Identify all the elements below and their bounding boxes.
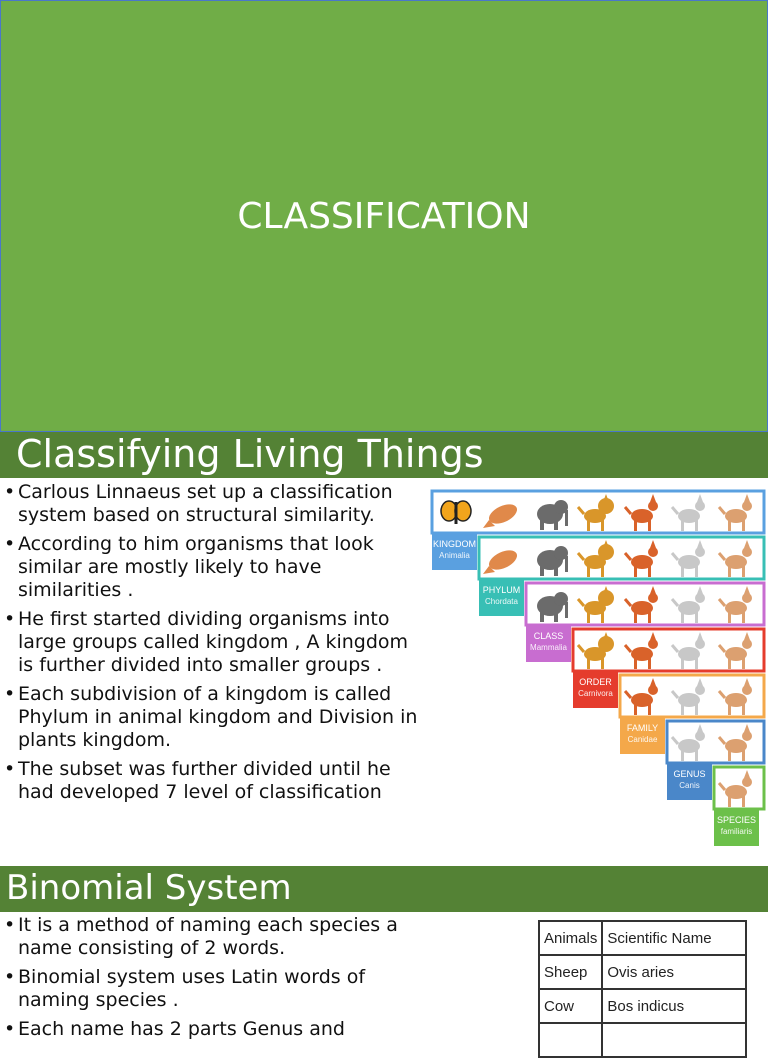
wolf-icon <box>672 540 705 577</box>
dog-icon <box>719 540 752 577</box>
fox-icon <box>625 632 658 669</box>
rank-name: FAMILY <box>626 723 659 733</box>
fish-icon <box>483 500 520 528</box>
taxon-name: Carnivora <box>578 689 613 698</box>
lion-icon <box>578 632 614 669</box>
dog-icon <box>719 632 752 669</box>
table-cell: Ovis aries <box>602 955 746 989</box>
dog-icon <box>719 724 752 761</box>
level-row-outline <box>479 537 764 579</box>
wolf-icon <box>672 678 705 715</box>
taxon-name: Mammalia <box>530 643 567 652</box>
level-label-genus <box>667 764 712 800</box>
level-label-class <box>526 626 571 662</box>
rank-name: GENUS <box>673 769 706 779</box>
rank-name: CLASS <box>533 631 564 641</box>
level-label-order <box>573 672 618 708</box>
dog-icon <box>719 678 752 715</box>
lion-icon <box>578 494 614 531</box>
table-row <box>539 989 746 1023</box>
taxonomy-staircase-diagram <box>430 490 766 860</box>
wolf-icon <box>672 632 705 669</box>
section-title: Classifying Living Things <box>16 432 484 476</box>
wolf-icon <box>672 586 705 623</box>
dog-icon <box>719 494 752 531</box>
fox-icon <box>625 540 658 577</box>
fish-icon <box>483 546 520 574</box>
bullet-item: • Binomial system uses Latin words of naming species . <box>0 966 440 1012</box>
bullet-item: • According to him organisms that look similar are mostly likely to have similarities . <box>0 533 420 602</box>
elephant-icon <box>537 592 568 622</box>
table-row <box>539 955 746 989</box>
bullet-item: • He first started dividing organisms into large groups called kingdom , A kingdom is further divided into smaller groups . <box>0 608 420 677</box>
level-label-kingdom <box>432 534 477 570</box>
title-slide <box>0 0 768 432</box>
elephant-icon <box>537 546 568 576</box>
section-header-classifying <box>0 432 768 478</box>
rank-name: ORDER <box>579 677 612 687</box>
table-cell: Bos indicus <box>602 989 746 1023</box>
lion-icon <box>578 540 614 577</box>
rank-name: KINGDOM <box>432 539 476 549</box>
elephant-icon <box>537 500 568 530</box>
classifying-bullet-list <box>0 481 420 866</box>
rank-name: PHYLUM <box>482 585 521 595</box>
butterfly-icon <box>441 501 471 524</box>
table-cell <box>539 1023 602 1057</box>
scientific-names-table <box>538 920 747 1058</box>
rank-name: SPECIES <box>716 815 756 825</box>
dog-icon <box>719 586 752 623</box>
bullet-item: • Each name has 2 parts Genus and <box>0 1018 440 1041</box>
binomial-bullet-list <box>0 914 440 1040</box>
dog-icon <box>719 770 752 807</box>
table-cell: Cow <box>539 989 602 1023</box>
bullet-item: • Each subdivision of a kingdom is called Phylum in animal kingdom and Division in plants kingdom. <box>0 683 420 752</box>
taxon-name: Animalia <box>439 551 470 560</box>
table-cell: Sheep <box>539 955 602 989</box>
bullet-item: • Carlous Linnaeus set up a classification system based on structural similarity. <box>0 481 420 527</box>
lion-icon <box>578 586 614 623</box>
table-header-cell: Scientific Name <box>602 921 746 955</box>
taxon-name: Canidae <box>627 735 658 744</box>
taxon-name: Canis <box>679 781 700 790</box>
section-title: Binomial System <box>6 868 292 908</box>
wolf-icon <box>672 724 705 761</box>
level-label-species <box>714 810 759 846</box>
level-label-family <box>620 718 665 754</box>
bullet-item: • It is a method of naming each species a name consisting of 2 words. <box>0 914 440 960</box>
fox-icon <box>625 494 658 531</box>
level-label-phylum <box>479 580 524 616</box>
table-header-cell: Animals <box>539 921 602 955</box>
section-header-binomial <box>0 866 768 912</box>
fox-icon <box>625 678 658 715</box>
wolf-icon <box>672 494 705 531</box>
fox-icon <box>625 586 658 623</box>
slide-title: CLASSIFICATION <box>237 196 531 237</box>
table-header-row <box>539 921 746 955</box>
table-row <box>539 1023 746 1057</box>
bullet-item: • The subset was further divided until he had developed 7 level of classification <box>0 758 420 804</box>
table-cell <box>602 1023 746 1057</box>
taxon-name: Chordata <box>485 597 518 606</box>
taxon-name: familiaris <box>720 827 753 836</box>
